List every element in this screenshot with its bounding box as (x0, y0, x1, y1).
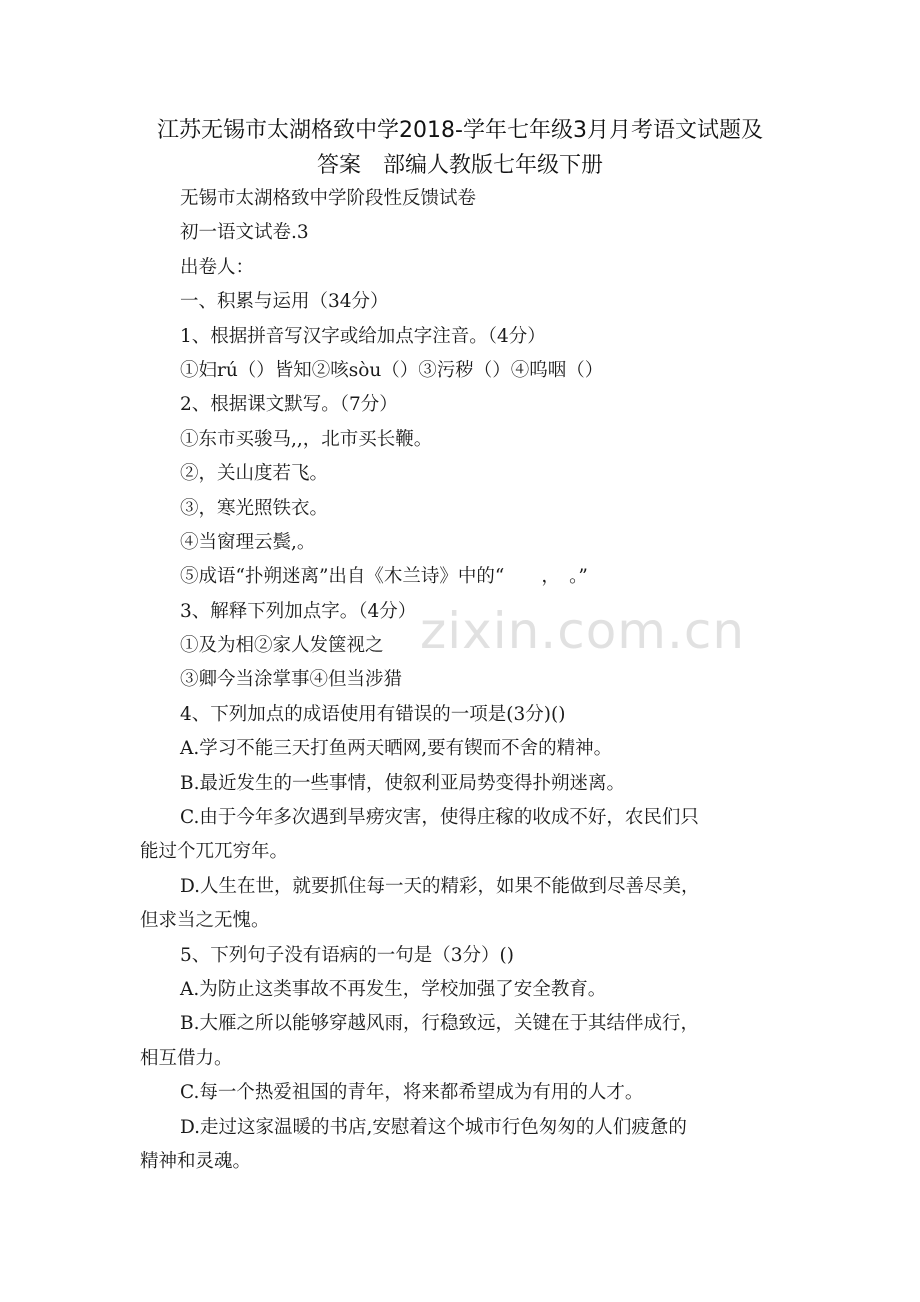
question-4-option-b: B.最近发生的一些事情，使叙利亚局势变得扑朔迷离。 (180, 772, 625, 794)
question-4: 4、下列加点的成语使用有错误的一项是(3分)() (180, 703, 566, 725)
title-line-1: 江苏无锡市太湖格致中学2018-学年七年级3月月考语文试题及 (157, 118, 763, 143)
question-3: 3、解释下列加点字。（4分） (180, 600, 417, 622)
document-title (140, 113, 780, 183)
question-4-option-d: D.人生在世，就要抓住每一天的精彩，如果不能做到尽善尽美， (180, 875, 700, 897)
question-4-option-a: A.学习不能三天打鱼两天晒网,要有锲而不舍的精神。 (180, 738, 613, 760)
question-5-option-c: C.每一个热爱祖国的青年，将来都希望成为有用的人才。 (180, 1082, 644, 1104)
question-2-item-1: ①东市买骏马,,，北市买长鞭。 (180, 428, 433, 450)
question-5-option-d-cont: 精神和灵魂。 (140, 1150, 252, 1172)
school-name-line: 无锡市太湖格致中学阶段性反馈试卷 (180, 188, 477, 209)
question-4-option-c: C.由于今年多次遇到旱痨灾害，使得庄稼的收成不好，农民们只 (180, 807, 699, 829)
question-5-option-d: D.走过这家温暖的书店,安慰着这个城市行色匆匆的人们疲惫的 (180, 1116, 687, 1138)
title-line-2: 答案 部编人教版七年级下册 (316, 153, 603, 178)
question-4-option-c-cont: 能过个兀兀穷年。 (140, 841, 289, 863)
watermark: zixin.com.cn (420, 602, 746, 660)
question-5-option-a: A.为防止这类事故不再发生，学校加强了安全教育。 (180, 978, 607, 1000)
question-4-option-d-cont: 但求当之无愧。 (140, 910, 270, 932)
question-5-option-b: B.大雁之所以能够穿越风雨，行稳致远，关键在于其结伴成行， (180, 1013, 699, 1035)
question-2-item-3: ③，寒光照铁衣。 (180, 497, 329, 519)
question-3-items-2: ③卿今当涂掌事④但当涉猎 (180, 669, 403, 691)
question-2-item-2: ②，关山度若飞。 (180, 463, 329, 485)
question-2-item-5: ⑤成语“扑朔迷离”出自《木兰诗》中的“ ， 。” (180, 566, 588, 588)
question-3-items-1: ①及为相②家人发箧视之 (180, 635, 384, 657)
document-body (140, 182, 780, 1179)
question-5: 5、下列句子没有语病的一句是（3分）() (180, 944, 514, 966)
question-2-item-4: ④当窗理云鬓,。 (180, 531, 316, 553)
question-1-items: ①妇rú（）皆知②咳sòu（）③污秽（）④呜咽（） (180, 359, 604, 381)
section-heading: 一、积累与运用（34分） (180, 291, 389, 313)
author-line: 出卷人： (180, 256, 255, 278)
question-1: 1、根据拼音写汉字或给加点字注音。（4分） (180, 325, 546, 347)
question-5-option-b-cont: 相互借力。 (140, 1047, 233, 1069)
paper-name-line: 初一语文试卷.3 (180, 222, 309, 244)
question-2: 2、根据课文默写。（7分） (180, 394, 398, 416)
